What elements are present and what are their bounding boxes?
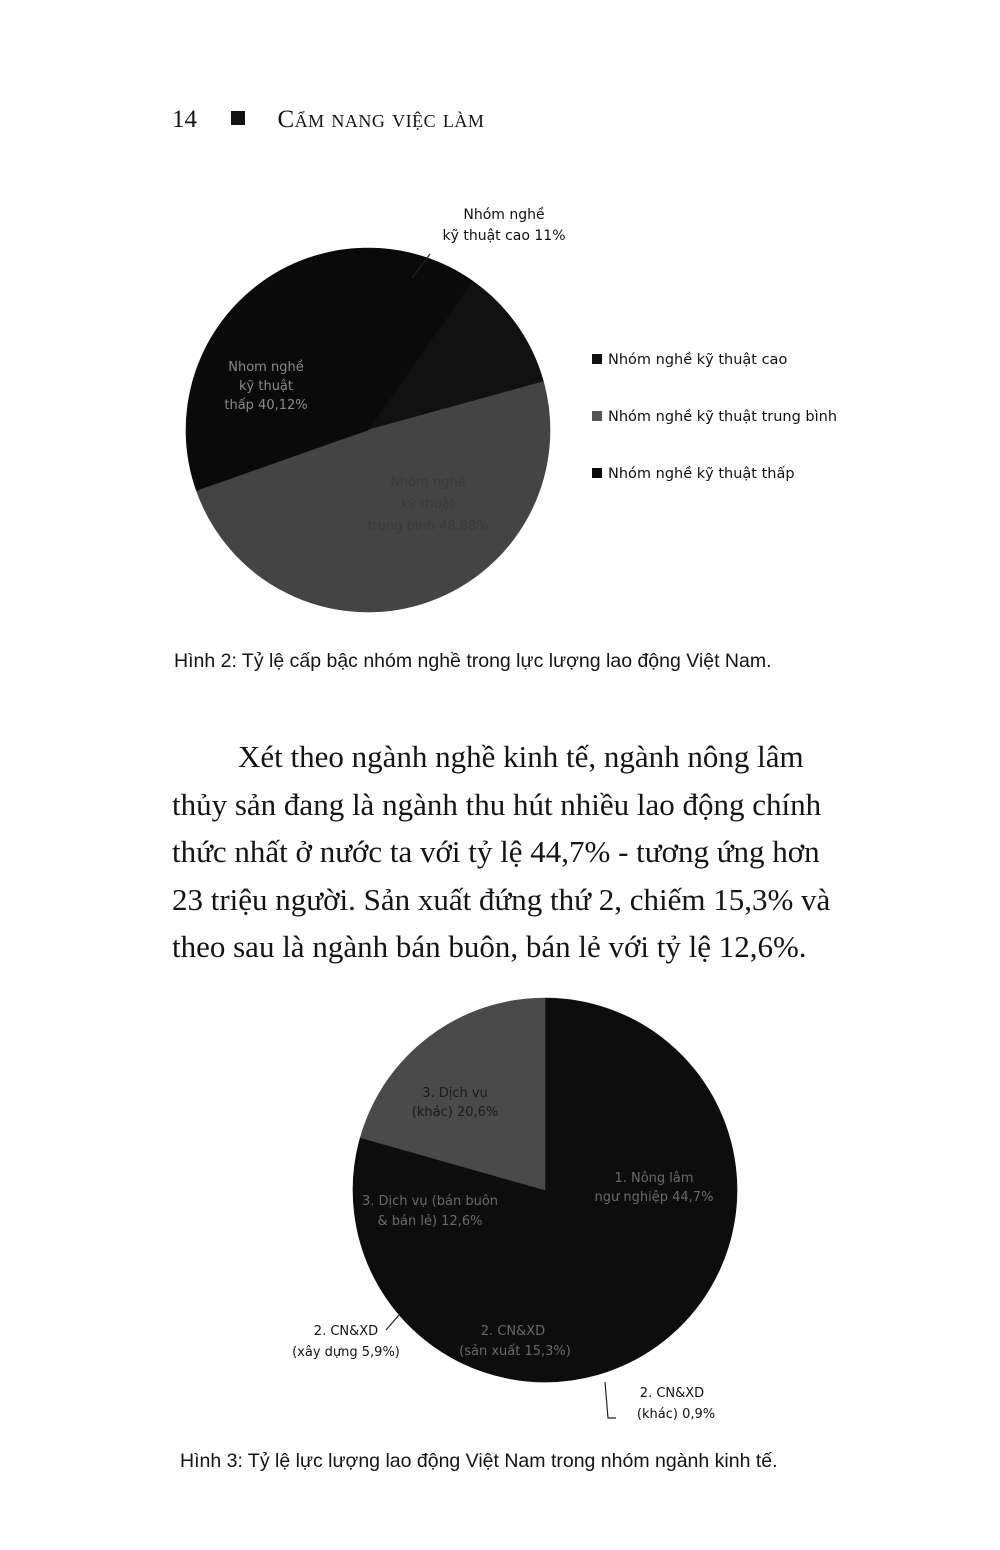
figure2-legend xyxy=(592,352,892,523)
legend-label-high: Nhóm nghề kỹ thuật cao xyxy=(608,352,788,368)
figure2-caption: Hình 2: Tỷ lệ cấp bậc nhóm nghề trong lực lượng lao động Việt Nam. xyxy=(174,650,772,672)
callout-other-cn-2: (khác) 0,9% xyxy=(636,1407,716,1422)
figure2-chart xyxy=(0,0,1000,700)
legend-label-low: Nhóm nghề kỹ thuật thấp xyxy=(608,466,795,482)
slice-label-agri-1: 1. Nông lâm xyxy=(614,1171,694,1186)
slice-label-mid-2: kỹ thuật xyxy=(401,497,455,512)
paragraph-line-5: theo sau là ngành bán buôn, bán lẻ với tỷ lệ 12,6%. xyxy=(172,929,807,964)
slice-label-retail-1: 3. Dịch vụ (bán buôn xyxy=(361,1194,499,1209)
callout-high-line1: Nhóm nghề xyxy=(463,207,545,223)
legend-item-high xyxy=(592,352,892,372)
slice-label-svc-2: (khác) 20,6% xyxy=(411,1105,499,1120)
slice-label-mfg-1: 2. CN&XD xyxy=(480,1324,546,1339)
callout-constr-1: 2. CN&XD xyxy=(313,1324,379,1339)
figure3-chart xyxy=(0,990,1000,1440)
slice-label-mfg-2: (sản xuất 15,3%) xyxy=(459,1344,571,1359)
callout-constr-line xyxy=(386,1315,399,1330)
slice-label-agri-2: ngư nghiệp 44,7% xyxy=(594,1190,714,1205)
callout-other-cn-1: 2. CN&XD xyxy=(639,1386,705,1401)
legend-swatch-low xyxy=(592,468,602,478)
figure3-caption: Hình 3: Tỷ lệ lực lượng lao động Việt Nam trong nhóm ngành kinh tế. xyxy=(180,1450,778,1472)
body-paragraph xyxy=(172,733,872,971)
slice-label-svc-1: 3. Dịch vụ xyxy=(422,1086,488,1101)
slice-label-low-3: thấp 40,12% xyxy=(224,398,308,413)
book-title: Cẩm nang việc làm xyxy=(277,106,485,133)
slice-label-retail-2: & bán lẻ) 12,6% xyxy=(377,1214,483,1229)
callout-high-line2: kỹ thuật cao 11% xyxy=(442,228,566,244)
slice-label-low-2: kỹ thuật xyxy=(239,379,293,394)
callout-other-cn-line xyxy=(605,1382,616,1418)
slice-label-low-1: Nhom nghề xyxy=(228,360,304,375)
legend-swatch-mid xyxy=(592,411,602,421)
legend-swatch-high xyxy=(592,354,602,364)
paragraph-line-2: thủy sản đang là ngành thu hút nhiều lao động chính xyxy=(172,786,822,822)
figure2-pie xyxy=(186,248,550,612)
legend-item-low xyxy=(592,466,892,486)
paragraph-line-1-text: Xét theo ngành nghề kinh tế, ngành nông lâm xyxy=(238,739,804,774)
legend-label-mid: Nhóm nghề kỹ thuật trung bình xyxy=(608,409,838,425)
paragraph-line-1 xyxy=(172,733,872,781)
callout-constr-2: (xây dựng 5,9%) xyxy=(292,1345,400,1360)
slice-label-mid-3: trung bình 48,88% xyxy=(367,519,489,534)
paragraph-line-4: 23 triệu người. Sản xuất đứng thứ 2, chiếm 15,3% và xyxy=(172,881,831,917)
page-number: 14 xyxy=(172,106,197,133)
legend-item-mid xyxy=(592,409,892,429)
slice-label-mid-1: Nhóm nghề xyxy=(390,475,466,490)
paragraph-line-3: thức nhất ở nước ta với tỷ lệ 44,7% - tương ứng hơn xyxy=(172,834,820,869)
